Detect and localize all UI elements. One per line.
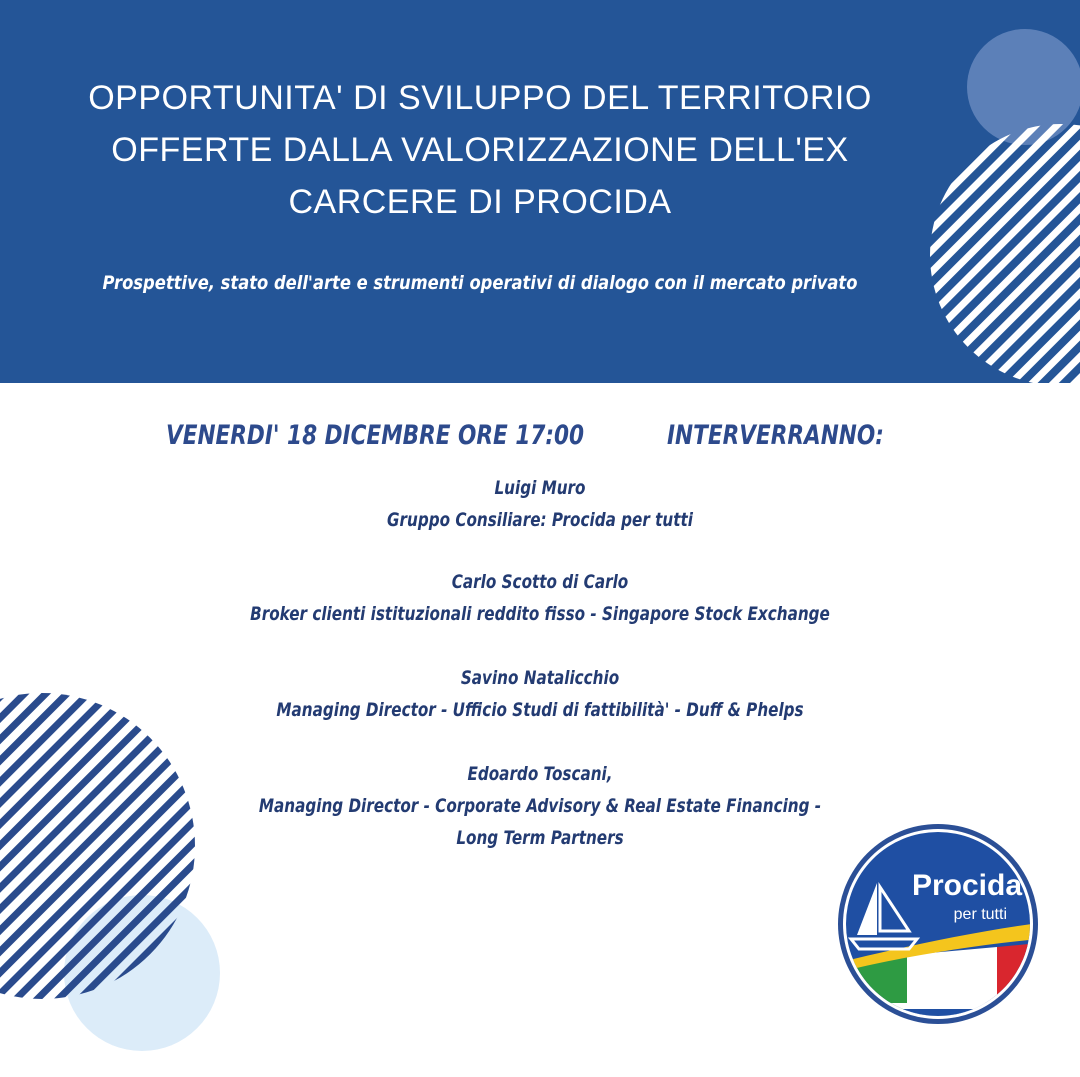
speaker-role: Managing Director - Ufficio Studi di fattibilità' - Duff & Phelps [276, 699, 804, 721]
decorative-circle-striped [928, 122, 1080, 383]
speakers-heading: INTERVERRANNO: [667, 420, 884, 451]
speaker-role: Broker clienti istituzionali reddito fisso - Singapore Stock Exchange [250, 603, 830, 625]
speaker-entry [140, 662, 940, 726]
logo-tagline: per tutti [953, 906, 1007, 923]
speaker-name: Savino Natalicchio [460, 667, 620, 689]
speaker-role-continued: Long Term Partners [456, 827, 624, 849]
speaker-entry [140, 566, 940, 630]
speaker-role: Managing Director - Corporate Advisory & Real Estate Financing - [258, 795, 822, 817]
event-date-time: VENERDI' 18 DICEMBRE ORE 17:00 [166, 420, 585, 451]
title-line-1: OPPORTUNITA' DI SVILUPPO DEL TERRITORIO [88, 79, 872, 117]
page-title [40, 72, 920, 228]
speaker-name: Edoardo Toscani, [467, 763, 613, 785]
speaker-name: Carlo Scotto di Carlo [451, 571, 629, 593]
subtitle: Prospettive, stato dell'arte e strumenti operativi di dialogo con il mercato privato [102, 272, 858, 294]
header-band [0, 0, 1080, 383]
speaker-role: Gruppo Consiliare: Procida per tutti [387, 509, 693, 531]
speaker-entry [140, 472, 940, 536]
speaker-entry [140, 758, 940, 854]
title-line-3: CARCERE DI PROCIDA [288, 183, 672, 221]
title-line-2: OFFERTE DALLA VALORIZZAZIONE DELL'EX [111, 131, 849, 169]
logo-name: Procida [911, 869, 1023, 902]
procida-per-tutti-logo [837, 823, 1039, 1025]
speaker-name: Luigi Muro [494, 477, 586, 499]
